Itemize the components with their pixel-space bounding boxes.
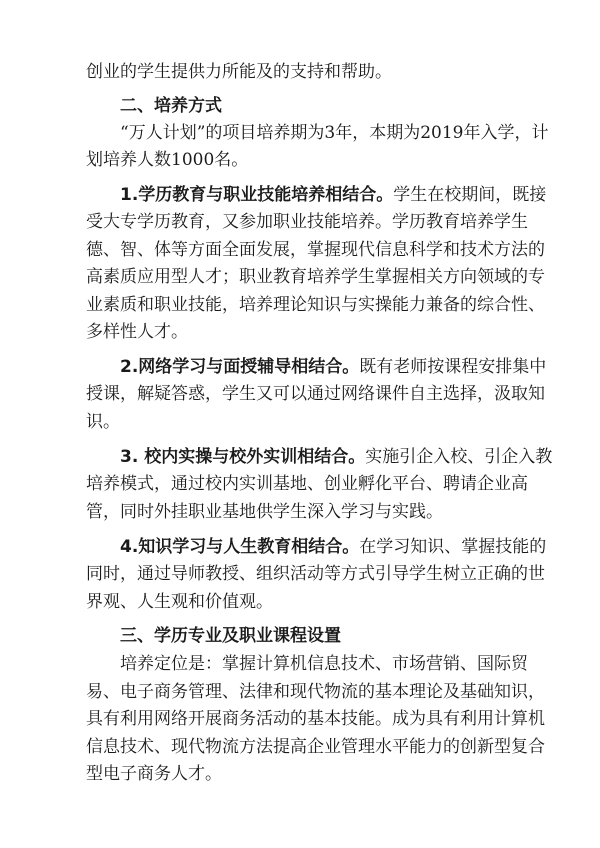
paragraph-3-first-line: [120, 447, 553, 467]
paragraph-line: 多样性人才。: [86, 322, 188, 342]
paragraph-1-bold-lead: 1.学历教育与职业技能培养相结合。: [120, 185, 394, 205]
paragraph-line: 受大专学历教育，又参加职业技能培养。学历教育培养学生: [86, 212, 528, 232]
paragraph-line: 培养模式，通过校内实训基地、创业孵化平台、聘请企业高: [86, 474, 528, 494]
paragraph-line: “万人计划”的项目培养期为3年，本期为2019年入学，计: [120, 123, 549, 143]
paragraph-line: 同时，通过导师教授、组织活动等方式引导学生树立正确的世: [86, 564, 545, 584]
paragraph-line: 创业的学生提供力所能及的支持和帮助。: [86, 62, 392, 82]
paragraph-line: 划培养人数1000名。: [86, 150, 249, 170]
paragraph-line: 管，同时外挂职业基地供学生深入学习与实践。: [86, 502, 443, 522]
paragraph-text: 既有老师按课程安排集中: [359, 357, 547, 377]
paragraph-line: 培养定位是：掌握计算机信息技术、市场营销、国际贸: [120, 654, 528, 674]
paragraph-line: 德、智、体等方面全面发展，掌握现代信息科学和技术方法的: [86, 240, 545, 260]
section-heading-2: 二、培养方式: [120, 96, 222, 116]
paragraph-line: 界观、人生观和价值观。: [86, 592, 273, 612]
paragraph-line: 型电子商务人才。: [86, 764, 222, 784]
paragraph-line: 业素质和职业技能，培养理论知识与实操能力兼备的综合性、: [86, 295, 545, 315]
paragraph-3-bold-lead: 3. 校内实操与校外实训相结合。: [120, 447, 366, 467]
paragraph-2-bold-lead: 2.网络学习与面授辅导相结合。: [120, 357, 360, 377]
paragraph-line: 易、电子商务管理、法律和现代物流的基本理论及基础知识，: [86, 682, 545, 702]
paragraph-4-first-line: [120, 537, 547, 557]
paragraph-text: 学生在校期间，既接: [393, 185, 547, 205]
paragraph-line: 高素质应用型人才；职业教育培养学生掌握相关方向领域的专: [86, 267, 545, 287]
paragraph-4-bold-lead: 4.知识学习与人生教育相结合。: [120, 537, 360, 557]
paragraph-1-first-line: [120, 185, 547, 205]
paragraph-text: 在学习知识、掌握技能的: [359, 537, 547, 557]
paragraph-text: 实施引企入校、引企入教: [365, 447, 553, 467]
paragraph-2-first-line: [120, 357, 547, 377]
paragraph-line: 授课，解疑答惑，学生又可以通过网络课件自主选择，汲取知: [86, 384, 545, 404]
paragraph-line: 信息技术、现代物流方法提高企业管理水平能力的创新型复合: [86, 737, 545, 757]
section-heading-3: 三、学历专业及职业课程设置: [120, 626, 341, 646]
paragraph-line: 识。: [86, 412, 120, 432]
paragraph-line: 具有利用网络开展商务活动的基本技能。成为具有利用计算机: [86, 709, 545, 729]
